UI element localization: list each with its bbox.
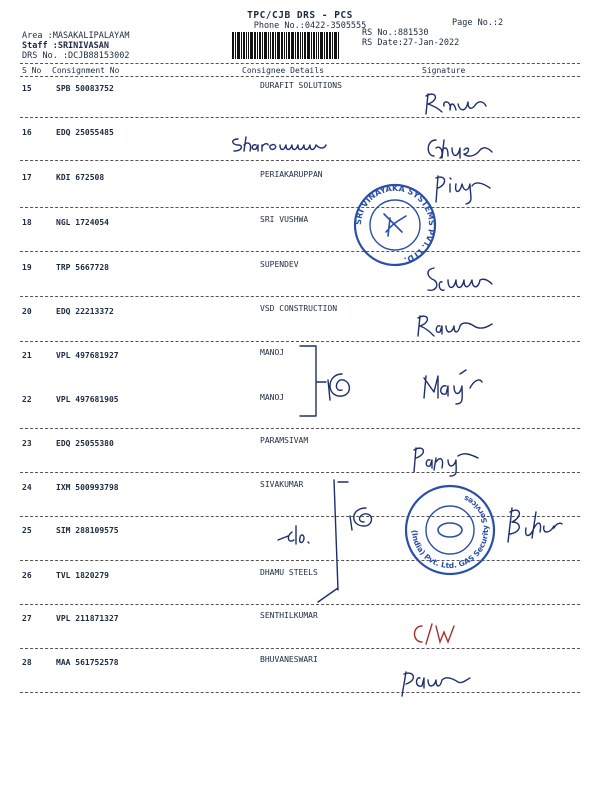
stamp-1-text: SRI VINAYAKA SYSTEMS PVT. LTD.	[353, 183, 437, 265]
row-consignment: SPB 50083752	[56, 84, 114, 93]
rs-date: RS Date:27-Jan-2022	[362, 38, 460, 48]
row-divider	[20, 207, 580, 208]
row-consignee: PARAMSIVAM	[260, 436, 309, 445]
divider	[20, 63, 580, 64]
company-stamp-1	[350, 180, 440, 270]
signature-row-20	[412, 308, 502, 340]
signature-row-27	[410, 622, 470, 646]
staff-label: Staff :SRINIVASAN	[22, 41, 109, 51]
row-consignee: SUPENDEV	[260, 260, 299, 269]
row-consignee: DURAFIT SOLUTIONS	[260, 81, 342, 90]
sheet-title: TPC/CJB DRS - PCS	[247, 10, 353, 21]
row-sno: 20	[22, 307, 32, 316]
row-sno: 22	[22, 395, 32, 404]
row-divider	[20, 472, 580, 473]
row-sno: 21	[22, 351, 32, 360]
divider	[20, 76, 580, 77]
bracket-mark-rows-21-22	[296, 340, 366, 430]
barcode	[232, 32, 352, 59]
row-sno: 26	[22, 571, 32, 580]
row-divider	[20, 117, 580, 118]
company-stamp-2	[400, 480, 500, 580]
phone-number: Phone No.:0422-3505555	[253, 21, 367, 31]
signature-row-15	[420, 88, 490, 118]
row-sno: 16	[22, 128, 32, 137]
row-consignee: VSD CONSTRUCTION	[260, 304, 338, 313]
row-consignment: SIM 288109575	[56, 526, 119, 535]
row-consignment: VPL 497681905	[56, 395, 119, 404]
signature-row-28	[396, 666, 476, 700]
bracket-mark-rows-24-26	[276, 478, 386, 608]
signature-rows-24-25	[500, 498, 570, 550]
row-consignment: EDQ 25055380	[56, 439, 114, 448]
row-consignment: MAA 561752578	[56, 658, 119, 667]
rs-number: RS No.:881530	[362, 28, 429, 38]
row-consignment: NGL 1724054	[56, 218, 109, 227]
row-consignment: IXM 500993798	[56, 483, 119, 492]
row-divider	[20, 648, 580, 649]
row-consignment: EDQ 22213372	[56, 307, 114, 316]
row-consignment: KDI 672508	[56, 173, 105, 182]
row-consignee: SIVAKUMAR	[260, 480, 304, 489]
signature-rows-21-22	[420, 368, 500, 406]
drs-number: DRS No. :DCJB88153002	[22, 51, 130, 61]
row-sno: 19	[22, 263, 32, 272]
row-consignment: VPL 211871327	[56, 614, 119, 623]
row-sno: 15	[22, 84, 32, 93]
row-consignee: DHAMU STEELS	[260, 568, 318, 577]
row-consignee: MANOJ	[260, 348, 285, 357]
row-sno: 18	[22, 218, 32, 227]
row-consignee: MANOJ	[260, 393, 285, 402]
row-divider	[20, 251, 580, 252]
row-consignee: BHUVANESWARI	[260, 655, 318, 664]
handwritten-name-row-16	[228, 133, 338, 155]
row-consignment: TVL 1820279	[56, 571, 109, 580]
row-consignment: VPL 497681927	[56, 351, 119, 360]
row-consignee: PERIAKARUPPAN	[260, 170, 323, 179]
row-sno: 17	[22, 173, 32, 182]
row-sno: 24	[22, 483, 32, 492]
signature-row-23	[408, 442, 488, 476]
row-sno: 28	[22, 658, 32, 667]
row-consignment: EDQ 25055485	[56, 128, 114, 137]
row-sno: 23	[22, 439, 32, 448]
row-divider	[20, 692, 580, 693]
page-number: Page No.:2	[452, 18, 504, 28]
stamp-2-text: (India) Pvt. Ltd. GAS Security Services	[409, 493, 491, 571]
col-header-consignee: Consignee Details	[242, 66, 324, 75]
sheet-info-right	[362, 28, 459, 48]
row-sno: 27	[22, 614, 32, 623]
col-header-consignment: Consignment No	[52, 66, 120, 75]
col-header-sno: S No	[22, 66, 42, 75]
area-label: Area :MASAKALIPALAYAM	[22, 31, 130, 41]
row-consignee: SENTHILKUMAR	[260, 611, 318, 620]
col-header-signature: Signature	[422, 66, 466, 75]
row-consignment: TRP 5667728	[56, 263, 109, 272]
row-sno: 25	[22, 526, 32, 535]
signature-row-16	[422, 134, 502, 166]
row-consignee: SRI VUSHWA	[260, 215, 309, 224]
sheet-info-left	[22, 31, 129, 61]
